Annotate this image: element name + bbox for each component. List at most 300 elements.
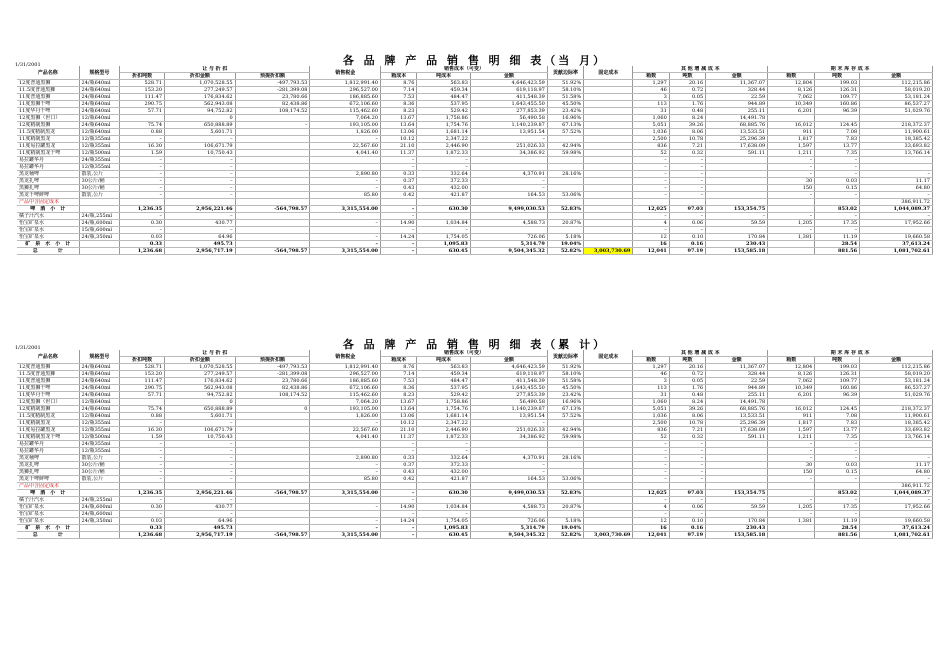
- value-cell: 86,537.27: [860, 101, 933, 108]
- value-cell: 52.83%: [547, 490, 583, 497]
- value-cell: 290.75: [120, 101, 165, 108]
- spec-cell: 散装,公斤: [79, 171, 120, 178]
- value-cell: [584, 164, 633, 171]
- value-cell: 1,597: [768, 143, 815, 150]
- value-cell: 11,900.61: [860, 129, 933, 136]
- value-cell: 9,499,030.53: [470, 490, 547, 497]
- spec-cell: [79, 241, 120, 248]
- value-cell: 13,533.51: [706, 129, 768, 136]
- value-cell: 170.84: [706, 518, 768, 525]
- product-name-cell: 黑龙桶啤: [17, 171, 79, 178]
- product-name-cell: 产品中含固定成本: [17, 199, 79, 206]
- value-cell: 1,236.68: [120, 532, 165, 539]
- value-cell: –: [633, 171, 669, 178]
- value-cell: 372.33: [417, 178, 470, 185]
- value-cell: 86,537.27: [860, 385, 933, 392]
- value-cell: –: [706, 213, 768, 220]
- value-cell: 0.16: [669, 525, 705, 532]
- product-name-cell: 易拉罐华丹: [17, 448, 79, 455]
- value-cell: [584, 385, 633, 392]
- value-cell: 94,752.82: [165, 108, 236, 115]
- value-cell: 0.37: [381, 178, 417, 185]
- value-cell: [235, 192, 310, 199]
- value-cell: [768, 490, 815, 497]
- value-cell: 0.06: [669, 504, 705, 511]
- value-cell: 59.59: [706, 504, 768, 511]
- value-cell: [706, 483, 768, 490]
- value-cell: [235, 171, 310, 178]
- value-cell: 16: [633, 525, 669, 532]
- value-cell: -497,793.53: [235, 364, 310, 371]
- value-cell: 10.12: [381, 136, 417, 143]
- value-cell: –: [417, 157, 470, 164]
- spec-cell: [79, 206, 120, 213]
- value-cell: [235, 420, 310, 427]
- value-cell: 7.14: [381, 87, 417, 94]
- value-cell: [584, 108, 633, 115]
- value-cell: 277,249.57: [165, 87, 236, 94]
- table-row: [17, 164, 933, 171]
- value-cell: –: [669, 511, 705, 518]
- product-name-cell: 11度精制黑龙干啤: [17, 434, 79, 441]
- value-cell: [547, 462, 583, 469]
- value-cell: –: [165, 497, 236, 504]
- value-cell: [584, 213, 633, 220]
- value-cell: –: [669, 171, 705, 178]
- value-cell: 14,491.78: [706, 399, 768, 406]
- value-cell: 3,315,554.00: [310, 206, 381, 213]
- value-cell: 0.05: [669, 378, 705, 385]
- table-row: [17, 441, 933, 448]
- value-cell: 11.37: [381, 434, 417, 441]
- value-cell: 563.83: [417, 80, 470, 87]
- value-cell: [584, 150, 633, 157]
- value-cell: 8.76: [381, 364, 417, 371]
- value-cell: [584, 371, 633, 378]
- value-cell: –: [417, 441, 470, 448]
- value-cell: 57.52%: [547, 413, 583, 420]
- value-cell: –: [815, 476, 860, 483]
- value-cell: 1,754.76: [417, 406, 470, 413]
- value-cell: 12,041: [633, 248, 669, 255]
- value-cell: –: [381, 511, 417, 518]
- value-cell: [235, 241, 310, 248]
- table-row: [17, 108, 933, 115]
- table-row: [17, 143, 933, 150]
- value-cell: 12: [633, 518, 669, 525]
- value-cell: –: [381, 525, 417, 532]
- value-cell: 0.15: [815, 469, 860, 476]
- value-cell: –: [417, 164, 470, 171]
- value-cell: 7.53: [381, 94, 417, 101]
- value-cell: [584, 206, 633, 213]
- value-cell: 1.59: [120, 150, 165, 157]
- value-cell: 16,012: [768, 406, 815, 413]
- value-cell: [470, 511, 547, 518]
- value-cell: 14.24: [381, 518, 417, 525]
- value-cell: 56,490.58: [470, 399, 547, 406]
- value-cell: [706, 199, 768, 206]
- value-cell: 106,671.79: [165, 427, 236, 434]
- value-cell: [706, 164, 768, 171]
- value-cell: 10.78: [669, 420, 705, 427]
- value-cell: 3,315,554.00: [310, 248, 381, 255]
- value-cell: 11.17: [860, 178, 933, 185]
- value-cell: –: [669, 157, 705, 164]
- product-name-cell: 黑龙干啤鲜啤: [17, 192, 79, 199]
- value-cell: 1,817: [768, 136, 815, 143]
- value-cell: 16,012: [768, 122, 815, 129]
- value-cell: [584, 122, 633, 129]
- value-cell: 52: [633, 434, 669, 441]
- value-cell: 46: [633, 371, 669, 378]
- value-cell: 112,215.86: [860, 364, 933, 371]
- value-cell: -281,399.08: [235, 87, 310, 94]
- value-cell: 109.77: [815, 378, 860, 385]
- value-cell: 96.39: [815, 392, 860, 399]
- value-cell: –: [815, 213, 860, 220]
- value-cell: [547, 185, 583, 192]
- value-cell: [706, 227, 768, 234]
- table-subheader: [17, 357, 933, 364]
- value-cell: –: [669, 192, 705, 199]
- spec-cell: 24/瓶640ml: [79, 101, 120, 108]
- value-cell: 1.59: [120, 434, 165, 441]
- value-cell: 537.95: [417, 101, 470, 108]
- value-cell: 672,106.60: [310, 101, 381, 108]
- value-cell: 20.16: [669, 80, 705, 87]
- value-cell: 5.18%: [547, 234, 583, 241]
- column-subheader: 吨数: [669, 357, 705, 364]
- value-cell: [768, 248, 815, 255]
- value-cell: [815, 483, 860, 490]
- value-cell: [815, 115, 860, 122]
- table-row: [17, 413, 933, 420]
- value-cell: 11.19: [815, 234, 860, 241]
- value-cell: 14.24: [381, 234, 417, 241]
- product-name-cell: 11.5度普通黑狮: [17, 371, 79, 378]
- value-cell: [547, 199, 583, 206]
- value-cell: 96.39: [815, 108, 860, 115]
- value-cell: 230.43: [706, 241, 768, 248]
- value-cell: [768, 525, 815, 532]
- value-cell: 25,296.39: [706, 136, 768, 143]
- value-cell: 296,527.00: [310, 87, 381, 94]
- value-cell: –: [860, 476, 933, 483]
- value-cell: –: [417, 511, 470, 518]
- value-cell: 853.02: [815, 490, 860, 497]
- value-cell: 124.45: [815, 406, 860, 413]
- value-cell: –: [768, 497, 815, 504]
- value-cell: –: [165, 469, 236, 476]
- value-cell: 1,095.83: [417, 525, 470, 532]
- value-cell: 5.18%: [547, 518, 583, 525]
- spec-cell: 12/瓶355ml: [79, 420, 120, 427]
- column-header: 规格型号: [79, 350, 120, 364]
- value-cell: 150: [768, 185, 815, 192]
- value-cell: [768, 206, 815, 213]
- value-cell: 13.67: [381, 115, 417, 122]
- value-cell: 2,956,717.19: [165, 248, 236, 255]
- value-cell: 4,646,423.59: [470, 80, 547, 87]
- value-cell: 18,385.42: [860, 136, 933, 143]
- column-subheader: 箱成本: [381, 357, 417, 364]
- value-cell: 14.90: [381, 504, 417, 511]
- value-cell: 411,548.39: [470, 378, 547, 385]
- value-cell: [310, 157, 381, 164]
- value-cell: 529.42: [417, 392, 470, 399]
- value-cell: –: [768, 448, 815, 455]
- value-cell: 619,118.97: [470, 371, 547, 378]
- value-cell: [547, 448, 583, 455]
- spec-cell: 12/瓶640ml: [79, 129, 120, 136]
- value-cell: 13,766.14: [860, 150, 933, 157]
- value-cell: 111.47: [120, 378, 165, 385]
- value-cell: 82,438.86: [235, 101, 310, 108]
- value-cell: 537.95: [417, 385, 470, 392]
- value-cell: 64.96: [165, 518, 236, 525]
- value-cell: [768, 483, 815, 490]
- value-cell: 0.33: [120, 241, 165, 248]
- value-cell: 10.78: [669, 136, 705, 143]
- value-cell: 0.32: [669, 434, 705, 441]
- value-cell: 2,956,221.46: [165, 490, 236, 497]
- value-cell: 153,585.18: [706, 532, 768, 539]
- value-cell: 0.72: [669, 87, 705, 94]
- value-cell: [584, 476, 633, 483]
- value-cell: [547, 483, 583, 490]
- value-cell: 2,347.22: [417, 420, 470, 427]
- value-cell: 0.37: [381, 462, 417, 469]
- table-row: [17, 462, 933, 469]
- value-cell: [584, 378, 633, 385]
- value-cell: 52.82%: [547, 532, 583, 539]
- value-cell: 37,613.24: [860, 525, 933, 532]
- value-cell: [235, 525, 310, 532]
- value-cell: –: [381, 157, 417, 164]
- value-cell: [235, 434, 310, 441]
- value-cell: [584, 185, 633, 192]
- spec-cell: 24/瓶,255ml: [79, 213, 120, 220]
- value-cell: 19,660.58: [860, 234, 933, 241]
- value-cell: –: [669, 185, 705, 192]
- value-cell: 9,504,345.32: [470, 532, 547, 539]
- value-cell: 1,754.05: [417, 518, 470, 525]
- value-cell: 944.89: [706, 101, 768, 108]
- product-name-cell: 黑狮扎啤: [17, 185, 79, 192]
- value-cell: 5,601.71: [165, 413, 236, 420]
- value-cell: 5,051: [633, 406, 669, 413]
- product-name-cell: 12度普通黑狮: [17, 364, 79, 371]
- column-subheader: 金额: [706, 73, 768, 80]
- value-cell: –: [165, 171, 236, 178]
- value-cell: 0.10: [669, 234, 705, 241]
- value-cell: 1,205: [768, 504, 815, 511]
- value-cell: [860, 441, 933, 448]
- value-cell: 386,911.72: [860, 483, 933, 490]
- table-row: [17, 178, 933, 185]
- value-cell: –: [381, 227, 417, 234]
- table-row: [17, 483, 933, 490]
- value-cell: [235, 497, 310, 504]
- value-cell: –: [165, 157, 236, 164]
- value-cell: –: [165, 185, 236, 192]
- value-cell: 67.13%: [547, 406, 583, 413]
- product-name-cell: 11.5度普通黑狮: [17, 87, 79, 94]
- spec-cell: 24/瓶640ml: [79, 392, 120, 399]
- value-cell: [120, 199, 165, 206]
- spec-cell: 24/瓶640ml: [79, 94, 120, 101]
- column-header: 销售成本（可变）: [381, 350, 548, 357]
- value-cell: –: [310, 469, 381, 476]
- value-cell: –: [815, 448, 860, 455]
- value-cell: [235, 129, 310, 136]
- value-cell: 51.58%: [547, 94, 583, 101]
- value-cell: 0.88: [120, 129, 165, 136]
- value-cell: 0: [165, 399, 236, 406]
- value-cell: [235, 469, 310, 476]
- table-row: [17, 248, 933, 255]
- spec-cell: 24/瓶640ml: [79, 385, 120, 392]
- spec-cell: 24/瓶355ml: [79, 441, 120, 448]
- value-cell: 115,462.60: [310, 108, 381, 115]
- value-cell: 115,462.60: [310, 392, 381, 399]
- value-cell: [706, 455, 768, 462]
- value-cell: –: [669, 227, 705, 234]
- column-subheader: 折扣吨数: [120, 73, 165, 80]
- value-cell: –: [120, 476, 165, 483]
- value-cell: –: [165, 455, 236, 462]
- value-cell: 17,638.09: [706, 427, 768, 434]
- value-cell: 1,297: [633, 80, 669, 87]
- value-cell: [768, 399, 815, 406]
- table-row: [17, 504, 933, 511]
- value-cell: 17,952.66: [860, 220, 933, 227]
- spec-cell: 30公斤/桶: [79, 462, 120, 469]
- value-cell: 4: [633, 504, 669, 511]
- value-cell: 218,372.37: [860, 406, 933, 413]
- value-cell: 386,911.72: [860, 199, 933, 206]
- value-cell: [235, 504, 310, 511]
- table-row: [17, 392, 933, 399]
- value-cell: 11,900.61: [860, 413, 933, 420]
- value-cell: 591.11: [706, 434, 768, 441]
- value-cell: –: [633, 511, 669, 518]
- column-subheader: 预提折扣额: [235, 357, 310, 364]
- value-cell: 9,499,030.53: [470, 206, 547, 213]
- value-cell: 1,681.14: [417, 413, 470, 420]
- table-row: [17, 525, 933, 532]
- product-name-cell: 黑龙扎啤: [17, 178, 79, 185]
- value-cell: 46: [633, 87, 669, 94]
- value-cell: 8,126: [768, 371, 815, 378]
- table-row: [17, 213, 933, 220]
- value-cell: 108,174.52: [235, 392, 310, 399]
- value-cell: 199.03: [815, 80, 860, 87]
- value-cell: [584, 136, 633, 143]
- value-cell: [235, 518, 310, 525]
- value-cell: –: [165, 476, 236, 483]
- value-cell: 881.56: [815, 532, 860, 539]
- value-cell: 11.37: [381, 150, 417, 157]
- value-cell: [381, 199, 417, 206]
- spec-cell: [79, 483, 120, 490]
- value-cell: 51,029.76: [860, 108, 933, 115]
- value-cell: –: [120, 455, 165, 462]
- value-cell: 160.86: [815, 101, 860, 108]
- value-cell: [860, 157, 933, 164]
- value-cell: 126.31: [815, 371, 860, 378]
- value-cell: 0.88: [120, 413, 165, 420]
- value-cell: 4,041.40: [310, 150, 381, 157]
- value-cell: 39.26: [669, 122, 705, 129]
- value-cell: 0.42: [381, 192, 417, 199]
- value-cell: –: [768, 164, 815, 171]
- value-cell: 4,041.40: [310, 434, 381, 441]
- value-cell: 13.77: [815, 143, 860, 150]
- product-name-cell: 矿 泉 水 小 计: [17, 525, 79, 532]
- value-cell: 421.87: [417, 192, 470, 199]
- product-name-cell: 啤 酒 小 计: [17, 490, 79, 497]
- value-cell: 251,026.33: [470, 427, 547, 434]
- value-cell: 563.83: [417, 364, 470, 371]
- value-cell: 7.53: [381, 378, 417, 385]
- spec-cell: 24/瓶640ml: [79, 108, 120, 115]
- value-cell: 199.03: [815, 364, 860, 371]
- value-cell: –: [669, 213, 705, 220]
- value-cell: 1,643,455.50: [470, 385, 547, 392]
- value-cell: 1,140,239.87: [470, 122, 547, 129]
- value-cell: 53.06%: [547, 476, 583, 483]
- value-cell: [584, 483, 633, 490]
- value-cell: 7,064.20: [310, 115, 381, 122]
- value-cell: [547, 441, 583, 448]
- value-cell: –: [165, 441, 236, 448]
- value-cell: 277,853.39: [470, 108, 547, 115]
- product-name-cell: 怡宝矿泉水: [17, 220, 79, 227]
- value-cell: 3: [633, 94, 669, 101]
- column-header: 产品名称: [17, 350, 79, 364]
- value-cell: [706, 192, 768, 199]
- value-cell: [584, 413, 633, 420]
- value-cell: 31: [633, 392, 669, 399]
- spec-cell: 24/瓶355ml: [79, 157, 120, 164]
- value-cell: –: [310, 518, 381, 525]
- value-cell: [706, 476, 768, 483]
- value-cell: [860, 164, 933, 171]
- value-cell: –: [633, 164, 669, 171]
- value-cell: 19.04%: [547, 241, 583, 248]
- value-cell: 17.35: [815, 504, 860, 511]
- value-cell: –: [669, 476, 705, 483]
- value-cell: [584, 462, 633, 469]
- value-cell: –: [310, 462, 381, 469]
- value-cell: 1,381: [768, 234, 815, 241]
- value-cell: 51,029.76: [860, 392, 933, 399]
- value-cell: [547, 213, 583, 220]
- table-row: [17, 234, 933, 241]
- value-cell: [584, 469, 633, 476]
- value-cell: 51.92%: [547, 364, 583, 371]
- value-cell: 124.45: [815, 122, 860, 129]
- value-cell: 290.75: [120, 385, 165, 392]
- product-name-cell: 12度普通黑狮: [17, 80, 79, 87]
- value-cell: 97.03: [669, 206, 705, 213]
- product-name-cell: 11度华丹干啤: [17, 108, 79, 115]
- value-cell: 630.45: [417, 248, 470, 255]
- value-cell: [584, 94, 633, 101]
- report-date: 1/31/2001: [15, 62, 41, 68]
